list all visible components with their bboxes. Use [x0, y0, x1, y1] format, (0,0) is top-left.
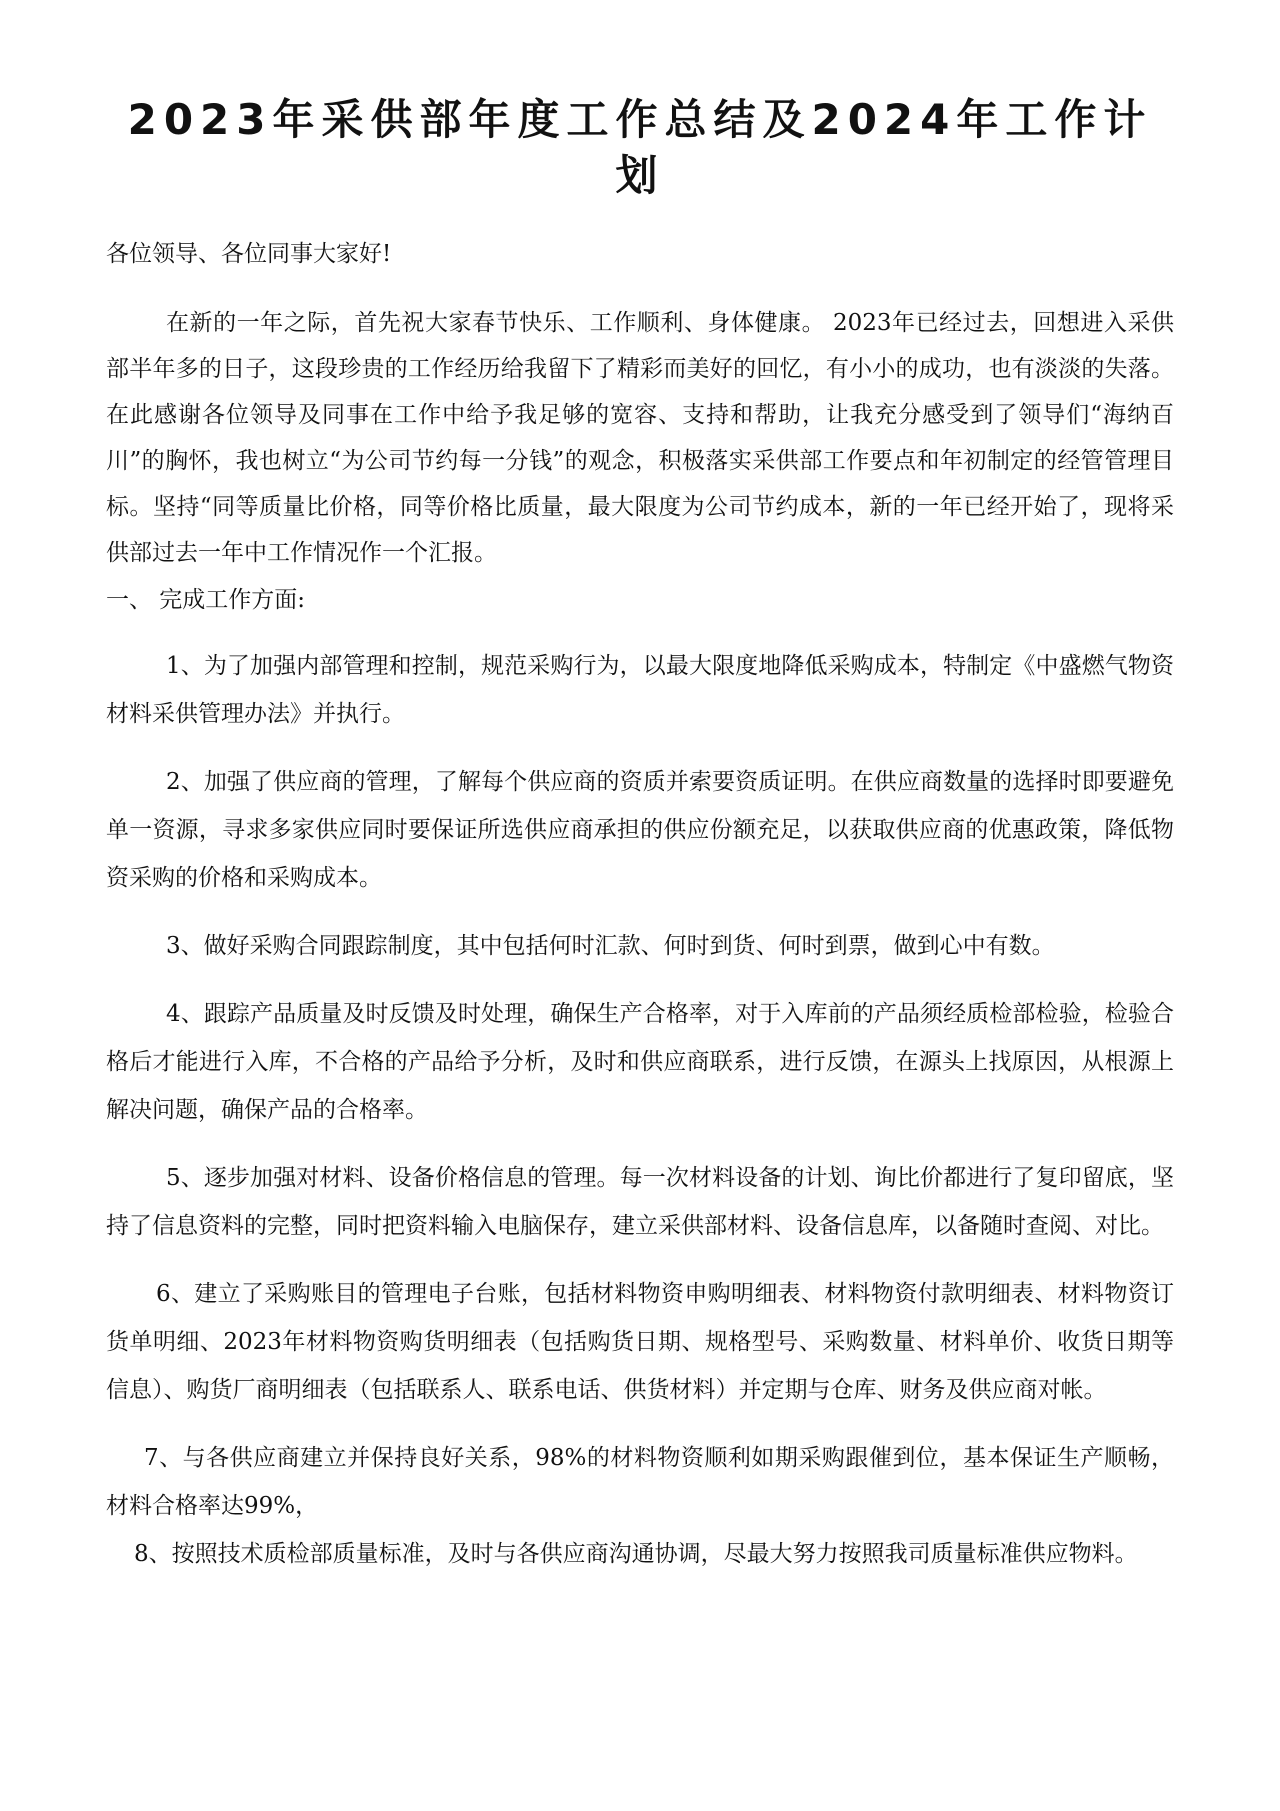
section-one-heading: 一、 完成工作方面: — [106, 587, 306, 613]
work-item-5: 5、逐步加强对材料、设备价格信息的管理。每一次材料设备的计划、询比价都进行了复印留底，坚持了信息资料的完整，同时把资料输入电脑保存，建立采供部材料、设备信息库，以备随时查阅、对比。 — [106, 1165, 1174, 1239]
work-item-6: 6、建立了采购账目的管理电子台账，包括材料物资申购明细表、材料物资付款明细表、材料物资订货单明细、2023年材料物资购货明细表（包括购货日期、规格型号、采购数量、材料单价、收货日期等信息）、购货厂商明细表（包括联系人、联系电话、供货材料）并定期与仓库、财务及供应商对帐。 — [106, 1281, 1174, 1403]
work-item-7: 7、与各供应商建立并保持良好关系，98%的材料物资顺利如期采购跟催到位，基本保证生产顺畅，材料合格率达99%， — [106, 1445, 1174, 1519]
work-item-3: 3、做好采购合同跟踪制度，其中包括何时汇款、何时到货、何时到票，做到心中有数。 — [166, 933, 1055, 959]
work-item-4: 4、跟踪产品质量及时反馈及时处理，确保生产合格率，对于入库前的产品须经质检部检验，检验合格后才能进行入库，不合格的产品给予分析，及时和供应商联系，进行反馈，在源头上找原因，从根源上解决问题，确保产品的合格率。 — [106, 1001, 1174, 1123]
document-title: 2023年采供部年度工作总结及2024年工作计划 — [127, 95, 1153, 200]
greeting-line: 各位领导、各位同事大家好! — [106, 241, 392, 267]
work-item-2: 2、加强了供应商的管理，了解每个供应商的资质并索要资质证明。在供应商数量的选择时即要避免单一资源，寻求多家供应同时要保证所选供应商承担的供应份额充足，以获取供应商的优惠政策，降低物资采购的价格和采购成本。 — [106, 769, 1174, 891]
work-item-1: 1、为了加强内部管理和控制，规范采购行为，以最大限度地降低采购成本，特制定《中盛燃气物资材料采供管理办法》并执行。 — [106, 653, 1174, 727]
intro-paragraph: 在新的一年之际，首先祝大家春节快乐、工作顺利、身体健康。 2023年已经过去，回想进入采供部半年多的日子，这段珍贵的工作经历给我留下了精彩而美好的回忆，有小小的成功，也有淡淡的失落。在此感谢各位领导及同事在工作中给予我足够的宽容、支持和帮助，让我充分感受到了领导们“海纳百川”的胸怀，我也树立“为公司节约每一分钱”的观念，积极落实采供部工作要点和年初制定的经管管理目标。坚持“同等质量比价格，同等价格比质量，最大限度为公司节约成本，新的一年已经开始了，现将采供部过去一年中工作情况作一个汇报。 — [106, 310, 1174, 566]
work-item-8: 8、按照技术质检部质量标准，及时与各供应商沟通协调，尽最大努力按照我司质量标准供应物料。 — [134, 1541, 1138, 1567]
